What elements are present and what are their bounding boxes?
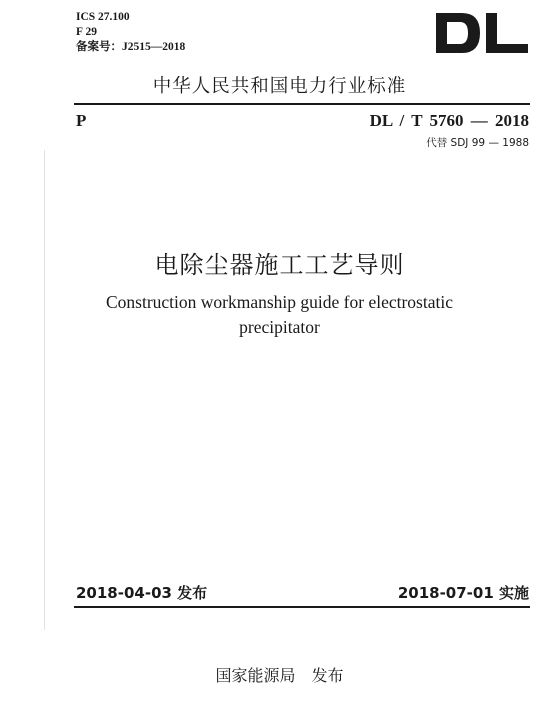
class-letter: P xyxy=(76,111,87,130)
document-meta xyxy=(76,10,185,55)
filing-number: 备案号：J2515—2018 xyxy=(76,41,186,53)
page-edge-line xyxy=(44,150,45,630)
standard-number: DL / T 5760 — 2018 xyxy=(369,111,529,130)
ics-code: ICS 27.100 xyxy=(76,11,130,23)
title-english-line-2: precipitator xyxy=(239,317,320,337)
category-code: F 29 xyxy=(76,26,97,38)
issue-date: 2018-04-03 发布 xyxy=(76,584,208,602)
title-english xyxy=(0,290,559,340)
dl-logo xyxy=(436,13,528,53)
issuer: 国家能源局 发布 xyxy=(215,666,344,685)
top-rule xyxy=(74,103,530,105)
replaces-standard: 代替 SDJ 99 — 1988 xyxy=(426,137,529,149)
title-chinese: 电除尘器施工工艺导则 xyxy=(154,251,405,279)
title-english-line-1: Construction workmanship guide for electrostatic xyxy=(105,292,453,312)
standard-category-title: 中华人民共和国电力行业标准 xyxy=(152,76,407,97)
implementation-date: 2018-07-01 实施 xyxy=(397,584,529,602)
bottom-rule xyxy=(74,606,530,608)
